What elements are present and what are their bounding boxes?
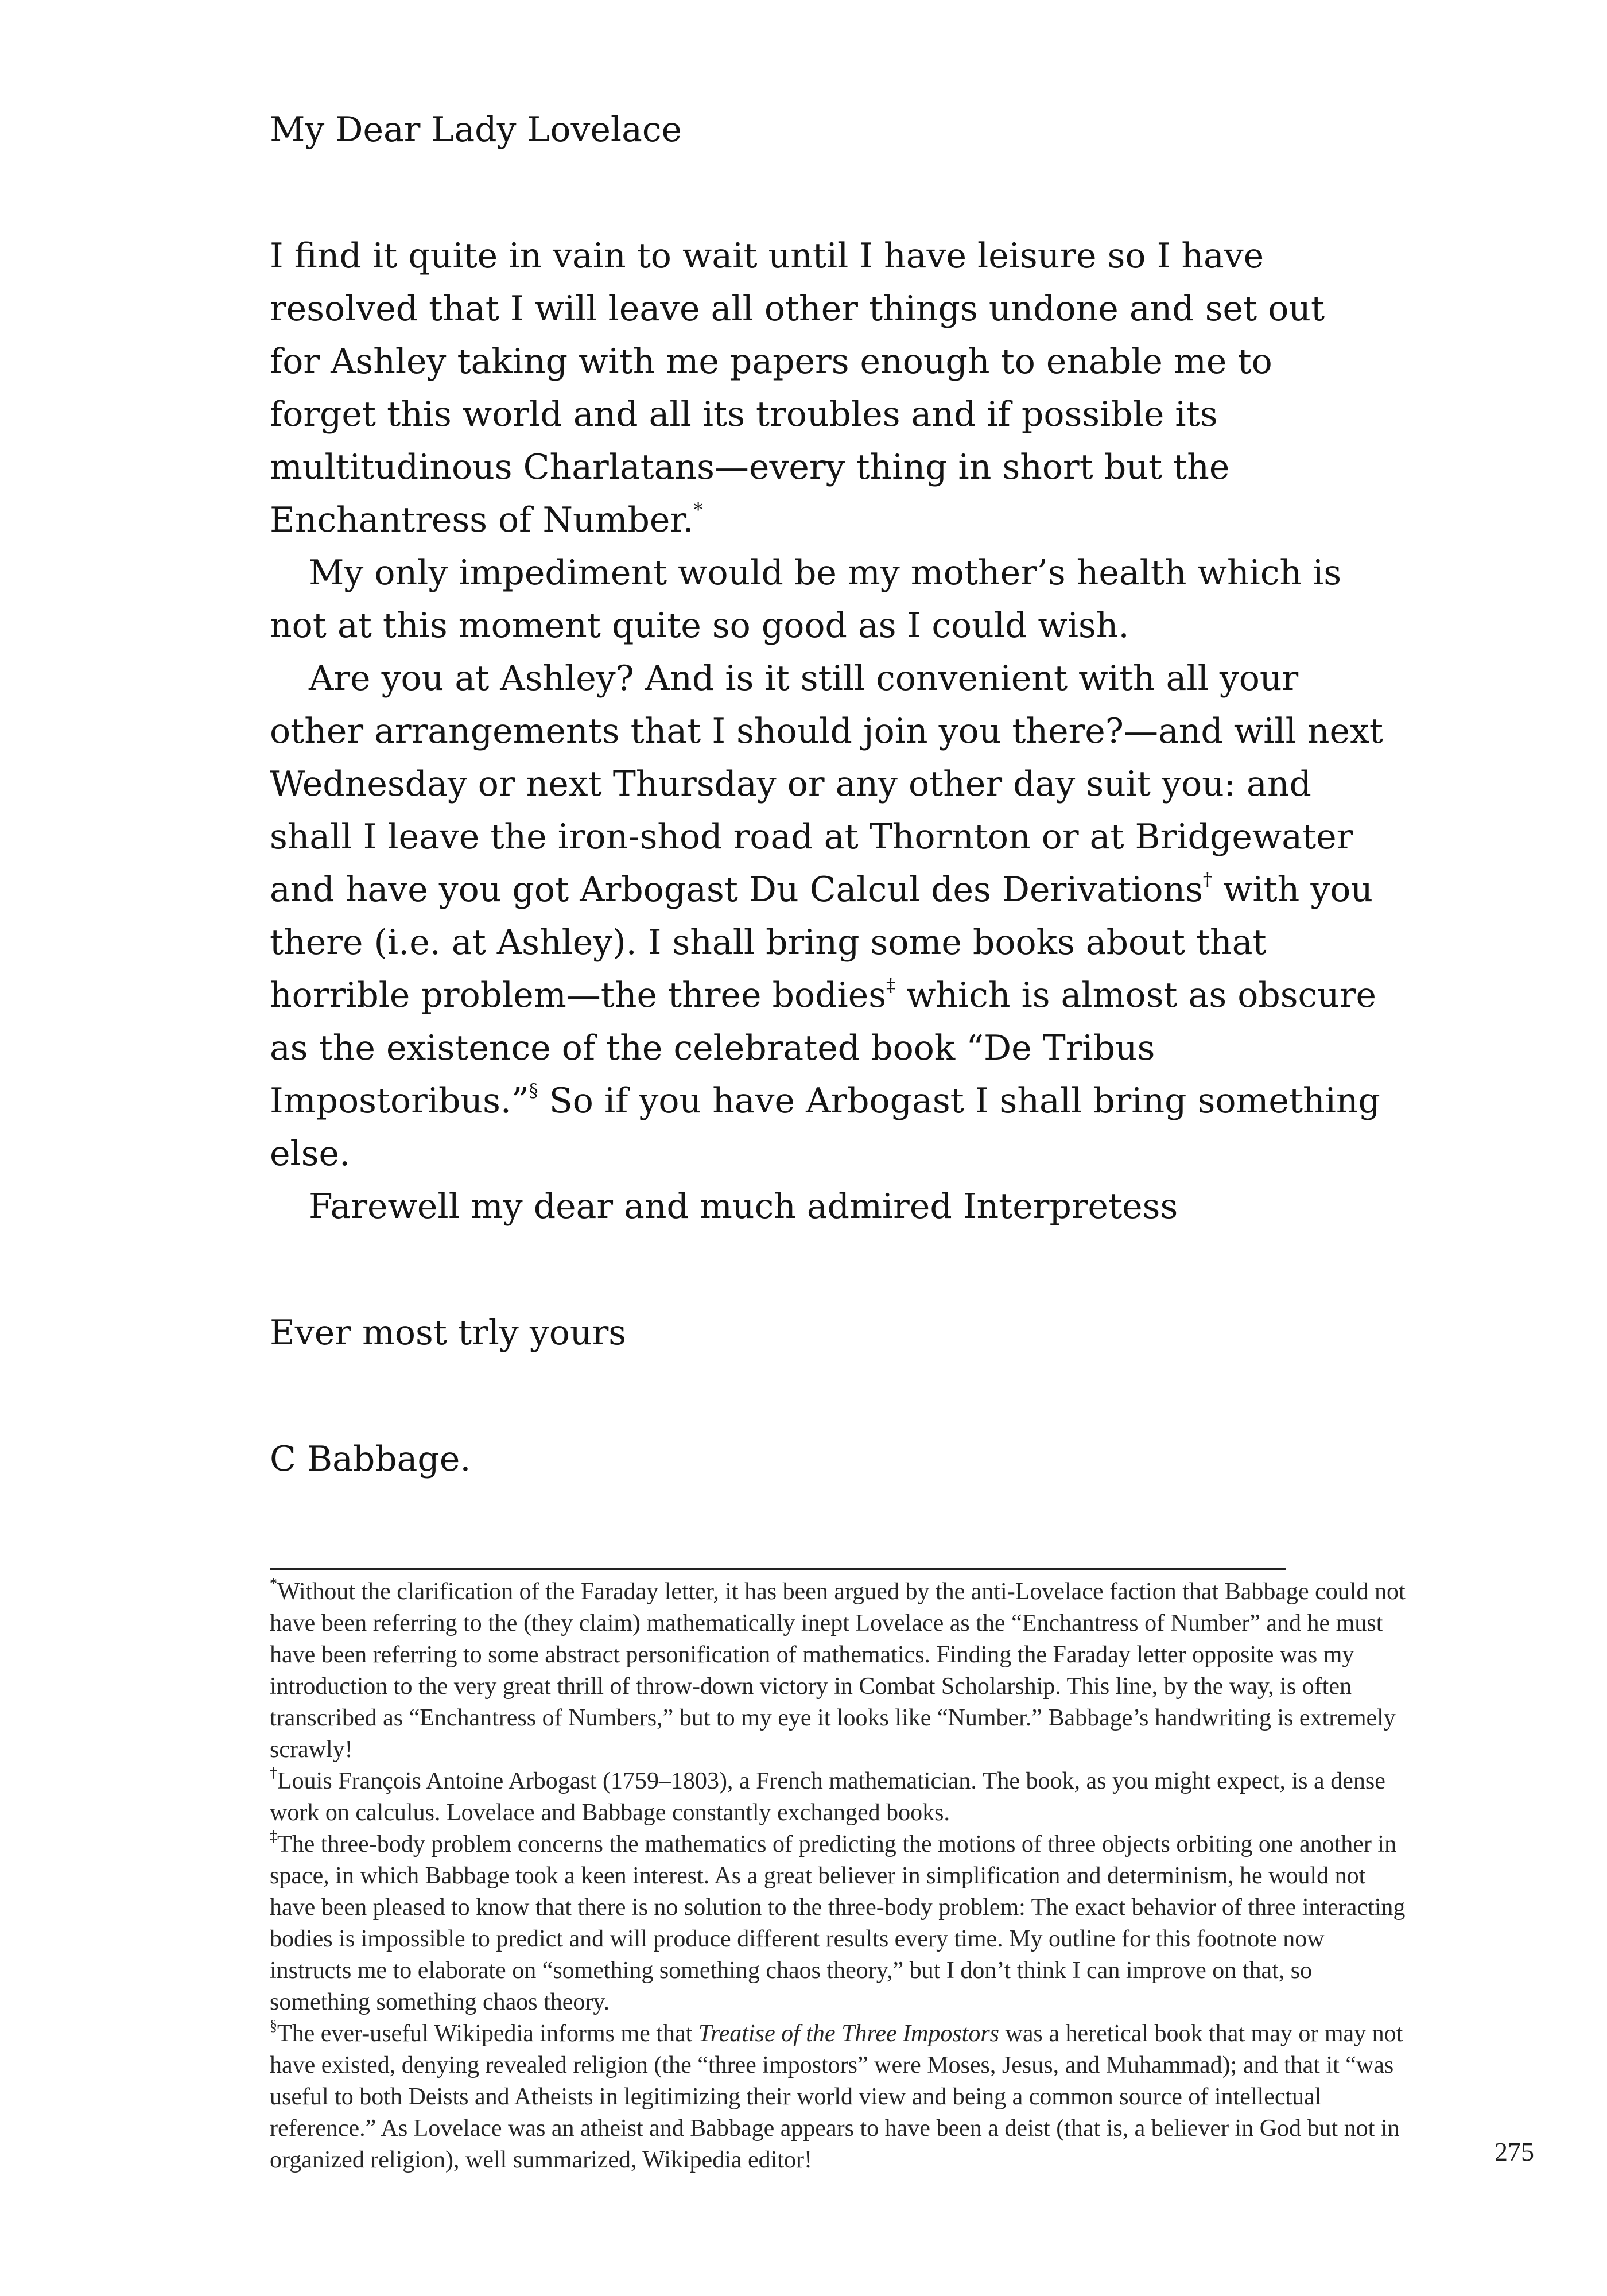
footnote-mark: † (270, 1764, 277, 1781)
footnote-text: The three-body problem concerns the mathematics of predicting the motions of three objects orbiting one another in space, in which Babbage took a keen interest. As a great believer in simplification and determinism, he would not have been pleased to know that there is no solution to the three-body problem: The exact behavior of three interacting bodies is impossible to predict and will produce different results every time. My outline for this footnote now instructs me to elaborate on “something something chaos theory,” but I don’t think I can improve on that, so something something chaos theory. (270, 1831, 1406, 2015)
footnote-text-b: was a heretical book that may or may not have existed, denying revealed religion (the “three impostors” were Moses, Jesus, and Muhammad); and that it “was useful to both Deists and Atheists in legitimizing their world view and being a common source of intellectual reference.” As Lovelace was an atheist and Babbage appears to have been a deist (that is, a believer in God but not in organized religion), well summarized, Wikipedia editor! (270, 2020, 1403, 2173)
footnote-section-mark (270, 2018, 1406, 2176)
footnote-text: Louis François Antoine Arbogast (1759–1803), a French mathematician. The book, as you might expect, is a dense work on calculus. Lovelace and Babbage constantly exchanged books. (270, 1768, 1385, 1826)
footnote-text: Without the clarification of the Faraday letter, it has been argued by the anti-Lovelace faction that Babbage could not have been referring to the (they claim) mathematically inept Lovelace as the “Enchantress of Number” and he must have been referring to some abstract personification of mathematics. Finding the Faraday letter opposite was my introduction to the very great thrill of throw-down victory in Combat Scholarship. This line, by the way, is often transcribed as “Enchantress of Numbers,” but to my eye it looks like “Number.” Babbage’s handwriting is extremely scrawly! (270, 1578, 1406, 1763)
letter-paragraph-3 (270, 652, 1383, 1180)
footnote-text-a: The ever-useful Wikipedia informs me that (277, 2020, 698, 2047)
letter-signature: C Babbage. (270, 1439, 471, 1479)
footnote-ref-section: § (529, 1080, 538, 1102)
letter-closing: Farewell my dear and much admired Interpretess (309, 1186, 1178, 1227)
footnote-mark: ‡ (270, 1828, 277, 1844)
footnote-divider (270, 1568, 1286, 1570)
footnote-ref-dagger: † (1202, 868, 1212, 890)
footnote-double-dagger (270, 1829, 1406, 2018)
paragraph-3-text-b: with you there (i.e. at Ashley). I shall bring some books about that horrible problem—the three bodies (270, 870, 1373, 1015)
footnote-mark: * (270, 1575, 277, 1592)
babbage-letter (270, 103, 1383, 1486)
footnote-dagger (270, 1766, 1406, 1829)
paragraph-1-text: I find it quite in vain to wait until I have leisure so I have resolved that I will leave all other things undone and set out for Ashley taking with me papers enough to enable me to forget this world and all its troubles and if possible its multitudinous Charlatans—every thing in short but the Enchantress of Number. (270, 236, 1325, 540)
letter-signoff: Ever most trly yours (270, 1313, 627, 1353)
footnote-asterisk (270, 1576, 1406, 1766)
footnote-mark: § (270, 2017, 277, 2034)
page-number: 275 (1495, 2137, 1534, 2166)
footnotes-section (270, 1568, 1406, 2176)
footnote-book-title: Treatise of the Three Impostors (698, 2020, 1000, 2047)
footnote-ref-double-dagger: ‡ (886, 974, 895, 996)
footnote-ref-asterisk: * (693, 499, 703, 521)
letter-paragraph-2: My only impediment would be my mother’s health which is not at this moment quite so good as I could wish. (270, 553, 1342, 646)
paragraph-3-text-a: Are you at Ashley? And is it still convenient with all your other arrangements that I should join you there?—and will next Wednesday or next Thursday or any other day suit you: and shall I leave the iron-shod road at Thornton or at Bridgewater and have you got Arbogast Du Calcul des Derivations (270, 658, 1383, 910)
paragraph-3-text-c: which is almost as obscure as the existence of the celebrated book “De Tribus Impostoribus.” (270, 975, 1376, 1121)
paragraph-3-text-d: So if you have Arbogast I shall bring something else. (270, 1081, 1380, 1174)
letter-paragraph-1 (270, 230, 1383, 546)
letter-salutation: My Dear Lady Lovelace (270, 110, 682, 150)
